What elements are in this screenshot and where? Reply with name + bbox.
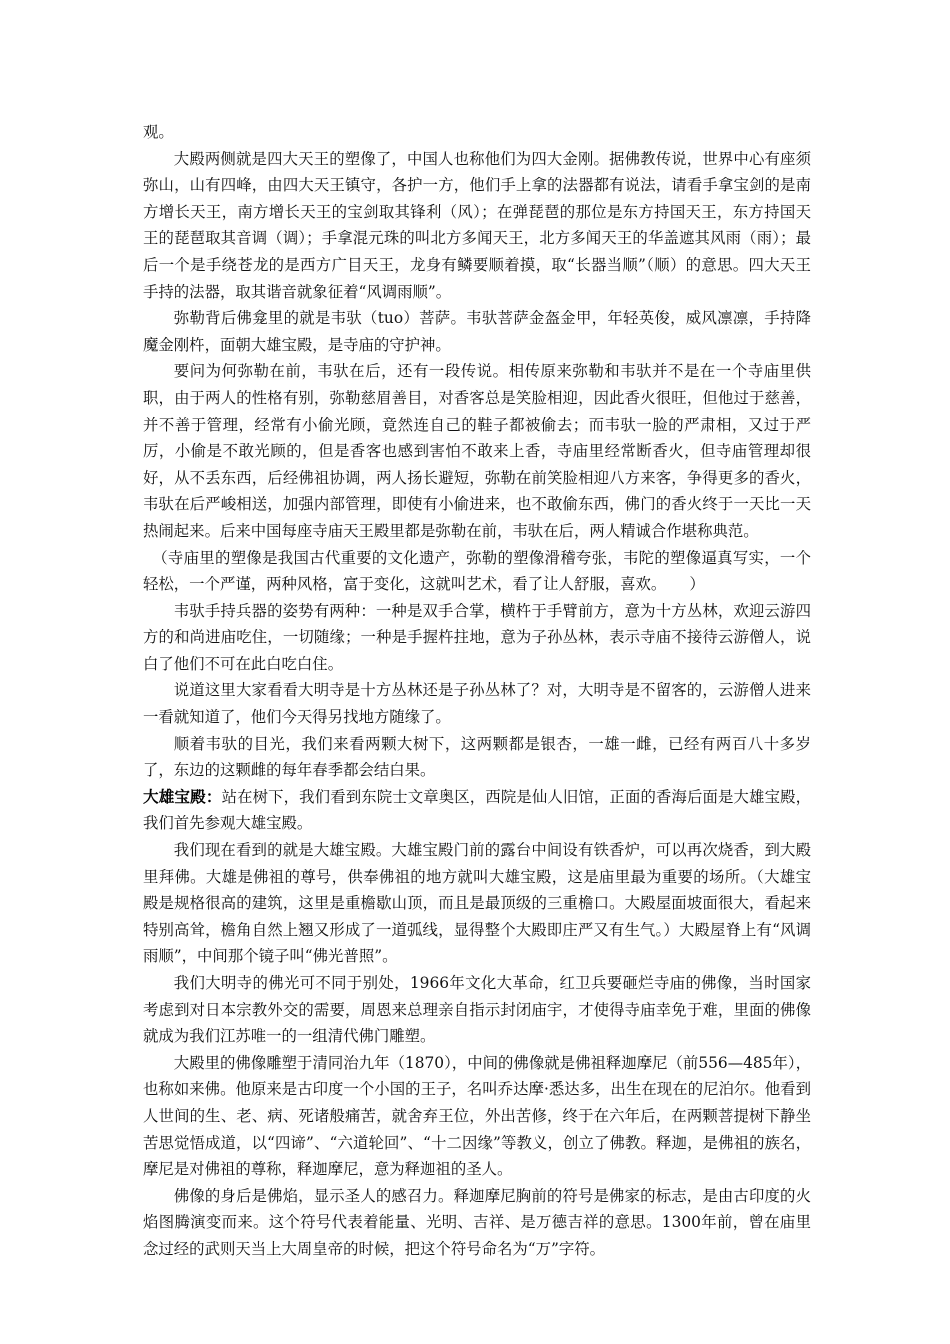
paragraph-weituo-bodhisattva: 弥勒背后佛龛里的就是韦驮（tuo）菩萨。韦驮菩萨金盔金甲，年轻英俊，威风凛凛，手持降魔金刚杵，面朝大雄宝殿，是寺庙的守护神。 — [143, 309, 811, 354]
paragraph-shakyamuni-statue: 大殿里的佛像雕塑于清同治九年（1870），中间的佛像就是佛祖释迦摩尼（前556—485年），也称如来佛。他原来是古印度一个小国的王子，名叫乔达摩·悉达多，出生在现在的尼泊尔。他看到人世间的生、老、病、死诸般痛苦，就舍弃王位，外出苦修，终于在六年后，在两颗菩提树下静坐苦思觉悟成道，以“四谛”、“六道轮回”、“十二因缘”等教义，创立了佛教。释迦，是佛祖的族名，摩尼是对佛祖的尊称，释迦摩尼，意为释迦祖的圣人。 — [143, 1053, 811, 1179]
paragraph-continuation: 观。 — [143, 123, 174, 141]
paragraph-maitreya-weituo-legend: 要问为何弥勒在前，韦驮在后，还有一段传说。相传原来弥勒和韦驮并不是在一个寺庙里供职，由于两人的性格有别，弥勒慈眉善目，对香客总是笑脸相迎，因此香火很旺，但他过于慈善，并不善于管理，经常有小偷光顾，竟然连自己的鞋子都被偷去；而韦驮一脸的严肃相，又过于严厉，小偷是不敢光顾的，但是香客也感到害怕不敢来上香，寺庙里经常断香火，但寺庙管理却很好，从不丢东西，后经佛祖协调，两人扬长避短，弥勒在前笑脸相迎八方来客，争得更多的香火，韦驮在后严峻相送，加强内部管理，即使有小偷进来，也不敢偷东西，佛门的香火终于一天比一天热闹起来。后来中国每座寺庙天王殿里都是弥勒在前，韦驮在后，两人精诚合作堪称典范。 — [143, 362, 811, 540]
paragraph-weituo-weapon-postures: 韦驮手持兵器的姿势有两种：一种是双手合掌，横杵于手臂前方，意为十方丛林，欢迎云游四方的和尚进庙吃住，一切随缘；一种是手握杵拄地，意为子孙丛林，表示寺庙不接待云游僧人，说白了他们不可在此白吃白住。 — [143, 601, 811, 673]
paragraph-buddha-light-history: 我们大明寺的佛光可不同于别处，1966年文化大革命，红卫兵要砸烂寺庙的佛像，当时国家考虑到对日本宗教外交的需要，周恩来总理亲自指示封闭庙宇，才使得寺庙幸免于难，里面的佛像就成为我们江苏唯一的一组清代佛门雕塑。 — [143, 974, 811, 1046]
section-heading-mahavira-hall: 大雄宝殿： — [143, 787, 222, 806]
paragraph-four-heavenly-kings: 大殿两侧就是四大天王的塑像了，中国人也称他们为四大金刚。据佛教传说，世界中心有座须弥山，山有四峰，由四大天王镇守，各护一方，他们手上拿的法器都有说法，请看手拿宝剑的是南方增长天王，南方增长天王的宝剑取其锋利（风）；在弹琵琶的那位是东方持国天王，东方持国天王的琵琶取其音调（调）；手拿混元珠的叫北方多闻天王，北方多闻天王的华盖遮其风雨（雨）；最后一个是手绕苍龙的是西方广目天王，龙身有鳞要顺着摸，取“长器当顺”（顺）的意思。四大天王手持的法器，取其谐音就象征着“风调雨顺”。 — [143, 149, 811, 301]
paragraph-buddha-flame-symbol: 佛像的身后是佛焰，显示圣人的感召力。释迦摩尼胸前的符号是佛家的标志，是由古印度的火焰图腾演变而来。这个符号代表着能量、光明、吉祥、是万德吉祥的意思。1300年前，曾在庙里念过经的武则天当上大周皇帝的时候，把这个符号命名为“万”字符。 — [143, 1186, 811, 1258]
paragraph-mahavira-hall-description: 我们现在看到的就是大雄宝殿。大雄宝殿门前的露台中间设有铁香炉，可以再次烧香，到大殿里拜佛。大雄是佛祖的尊号，供奉佛祖的地方就叫大雄宝殿，这是庙里最为重要的场所。（大雄宝殿是规格很高的建筑，这里是重檐歇山顶，而且是最顶级的三重檐口。大殿屋面坡面很大，看起来特别高耸，檐角自然上翘又形成了一道弧线，显得整个大殿即庄严又有生气。）大殿屋脊上有“风调雨顺”，中间那个镜子叫“佛光普照”。 — [143, 841, 811, 966]
document-body — [143, 119, 811, 1263]
paragraph-daming-temple-forest: 说道这里大家看看大明寺是十方丛林还是子孙丛林了？对，大明寺是不留客的，云游僧人进来一看就知道了，他们今天得另找地方随缘了。 — [143, 681, 811, 727]
paragraph-mahavira-hall-intro — [143, 784, 811, 837]
paragraph-statue-art-note: （寺庙里的塑像是我国古代重要的文化遗产，弥勒的塑像滑稽夸张，韦陀的塑像逼真写实，一个轻松，一个严谨，两种风格，富于变化，这就叫艺术，看了让人舒服，喜欢。 ） — [143, 548, 811, 594]
paragraph-ginkgo-trees: 顺着韦驮的目光，我们来看两颗大树下，这两颗都是银杏，一雄一雌，已经有两百八十多岁了，东边的这颗雌的每年春季都会结白果。 — [143, 734, 811, 780]
paragraph-text: 站在树下，我们看到东院士文章奥区，西院是仙人旧馆，正面的香海后面是大雄宝殿，我们首先参观大雄宝殿。 — [143, 787, 811, 833]
